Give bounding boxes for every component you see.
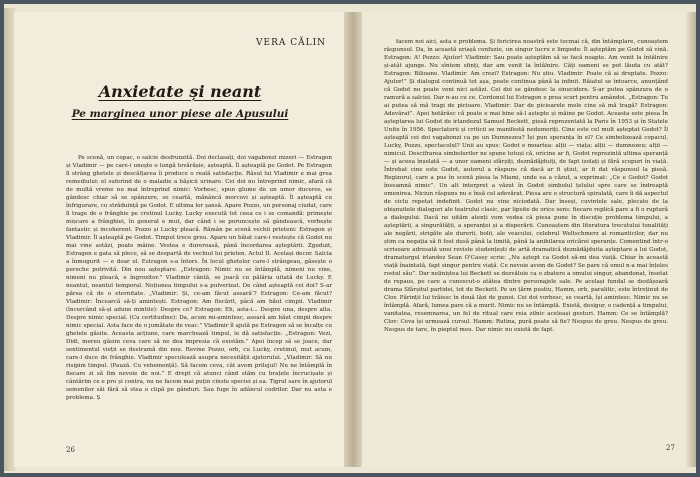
page-number-right: 27 [666,444,675,452]
book-right-edge [686,12,696,467]
left-page-body-text: Pe scenă, un copac, o salcie desfrunzită. Doi declasați, doi vagabonzi mizeri — Estragon și Vladimir — pe care-i unește o lungă tovărășie, așteaptă. Îl așteaptă pe Godot. Pe Estragon îl strâng ghetele și descălțarea îi produce o reală satisfacție. Râsul lui Vladimir e mai grea remediului: el suferind de o maladie a bășicii urinare. Cei doi nu întreprind nimic, afară că de multă vreme nu mai întreprind nimic: Vorbesc, spun glume de un umor duceros, se gândesc chiar să se spânzure, se ceartă, mănâncă morcovi și așteaptă. Îl așteaptă cu înfrigurare, cu străduință pe Godot. E ultima lor șansă. Apare Pozzo, un personaj ciudat, care îl trage de o frânghie pe cretinul Lucky. Lucky execută tot ceea ce i se comandă: primește mișcare a frânghiei, în general e mut, dar când i se poruncește să gândească, vorbește fantastic și incoherent. Pozzo și Lucky pleacă. Rămân pe scenă vechii prieteni: Estragon și Vladimir. Îl așteaptă pe Godot. Timpul trece greu. Apare un băiat care-i vestește că Godot nu mai vine astăzi, poate mâine. Vestea e dureroasă, până încordarea așteptării. Zguduit, Estragon e gata să plece, să se despartă de vechiul lui prieten. Actul II. Același decor. Salcia a înmugurit — e doar el. Estragon s-a întors. În locul ghetelor care-l strângeau, găsește o pereche potrivită. Din nou așteptare. „Estragon: Nimic nu se întâmplă, nimeni nu vine, nimeni nu pleacă, e îngrozitor.” Vladimir cântă, se joacă cu pălăria uitată de Lucky. E neantul, neantul temporal. Noțiunea timpului s-a pulverizat. De când așteaptă cei doi? S-ar părea că de o eternitate. „Vladimir: Și, ce-am făcut asearăʼ? Estragon: Ce-am făcut? Vladimir: Încearcă să-ți amintești. Estragon: Am flecărit, păcă am băut cimpii. Vladimir (încercând să-și adune mintile): Despre ce? Estragon: Eh, asta-i... Despre una, despre alta. Despre nimic special. (Cu certitudine): Da, acum mi-amintesc, aseară am băut cimpii despre nimic special. Asta face de o jumătate de veac.” Vladimir îl ajută pe Estragon să se încalțe cu ghetele găsite. Aceasta acțiune, care marchează timpul, le dă satisfacție. „Estragon: Vezi, Didi, mereu găsim ceva care să ne dea impresia că existăm.” Apoi încep să se joace, dar sentimentul vieții se destramă din nou. Revine Pozzo, orb, cu Lucky, cretinul, mut acum, care-l duce de frânghie. Vladimir speculează asupra necesității ajutorului. „Vladimir: Să nu risipim timpul. (Pauză. Cu vehemență). Să facem ceva, cât avem prilejul! Nu ne întâmplă în fiecare zi să fim nevoie de noi.” E drept că atunci când stăm cu brațele încrucișate și cântărim ce e pro și contra, nu ne facem mai puțin cinste speciei și ea. Tigrul sare în ajutorul semenilor săi fără să stea o clipă pe gânduri. Sau fuge în adâncul codrilor. Dar nu asta e problema. Ș [66,155,332,401]
right-page-body-text: facem noi aici, asta e problema. Și fericirea noastră este tocmai că, din întâmplare, cunoaștem răspunsul. Da, în această uriașă confuzie, un singur lucru e limpede: Îl așteptăm pe Godot să vină. Estragon: A! Pozzo: Ajutor! Vladimir: Sau poate așteptăm să se facă noapte. Am venit la întâlnire și-atât ajunge. Nu sîntem sfinți, dar am venit la întâlnire. Câți oameni se pot lăuda cu atât? Estragon: Bilioane. Vladimir: Am crezi? Estragon: Nu știu. Vladimir: Poate că ai dreptate. Pozzo: Ajutor!” Și dialogul continuă tot așa, poate continua până la infinit. Băiatul se întoarce, anunțând că Godot nu poate veni nici astăzi. Cei doi se gândesc la sinucidere. S-ar putea spânzura de o ramură a salciei. Dar n-au cu ce. Cordonul lui Estragon e prea scurt pentru amândoi. „Estragon: Tu ai putea să mă tragi de picioare. Vladimir: Dar de picioarele mele cine să mă tragă? Estragon: Adevărat”. Apoi hotărăsc că poate e mai bine să-l aștepte și mâine pe Godot. Aceasta este piesa În așteptarea lui Godot de irlandezul Samuel Beckett, piesă reprezentată la Paris în 1953 și în Statele Unite în 1956. Spectatorii și criticii se manifestă nedumeriți. Cine este cel mult așteptat Godot? Îl așteaptă cei doi vagabonzi ca pe un Dumnezeu? Își pun speranța în el? Ce simbolizează copacul, Lucky, Pozzo, spectacolul? Unii au spus: Godot e moartea: alții — viața; alții — dumnezeu; alții — nimicul. Descifrarea simbolurilor ne spune totuși că, oricine ar fi, Godot reprezintă ultima speranță — și aceea înșelată — a unor oameni sfârșiți, deznădăjduiți, de fapt izolați și fără scopuri în viață. Întrebat cine este Godot, autorul a răspuns că dacă ar fi știut, ar fi dat răspunsul la piesă. Regizorul, care a pus în scenă piesa la Miami, unde ea a căzut, a exprimat: „Ce e Godot? Godot înseamnă nimic”. Un alt interpret a văzut în Godot simbolul țelului spre care se îndreaptă omenirea. Niciun răspuns nu e însă cel adevărat. Piesa are o structură spiralată, care îi dă aspectul de ciclu repetat indefinit. Godot nu vine niciodată. Dar înseși, cuvintele sale, plecate de la obișnuitele dialoguri ale teatrului clasic, par lipsite de orice sens: fiecare replică pare a fi o ruptură a dialogului. Dacă ne uităm atenți vom vedea că piesa pune în discuție problema timpului, a așteptării, a singurătății, a speranței și a disperării. Cunoaștem din literatura trecutului tonalități ale negării, strigăte ale durerii, bolii, ale veacului, celebrul Weltschmerz al romanticilor, dar nu știm ca negația să fi fost dusă până la limită, până la anihilarea oricărei speranțe. Comentind într-o scrisoare adresată unei reviste studențești de artă dramatică deznădăjduita așteptare a lui Godot, dramaturgul irlandez Sean O'Casey scrie: „Nu aștept ca Godot să-mi dea viață. Chiar în această viață înaintată, fapt singur pentru viață. Ce nevoie avem de Godot? Se pare că omul n-a mai înțeles rostul său”. Dar neliniștea lui Beckett se dezvăluie ca o zbatere a omului singur, abandonat, însetat de repaus, pe care a cunoscut-o atâtea dintre personajele sale. Pe același fundal se desfășoară drama Sfârșitul partidei, tot de Beckett. Pe un țărm pustiu, Hamm, orb, paralitic, este întreținut de Clov. Părinții lui trăiesc în două lăzi de gunoi. Cei doi vorbesc, se ceartă, își amintesc. Nimic nu se întâmplă. Afară, lumea pare că a murit. Nimic nu se întâmplă. Există, desigur, o cadență a timpului, vanitatea, resemnarea, un fel de ritual care reia zilnic aceleași gesturi. Hamm: Ce se întâmplă? Clov: Ceva își urmează cursul. Hamm: Rutina, pură poate să fie? Nespus de greu. Nespus de greu. Nespus de tare, în pieptul meu. Dar nimic nu există de fapt. [384,39,668,333]
page-number-left: 26 [66,446,75,454]
article-subtitle: Pe marginea unor piese ale Apusului [71,108,289,120]
author-name: VERA CĂLIN [256,38,326,48]
book-gutter [344,12,362,467]
article-title: Anxietate și neant [98,82,262,101]
